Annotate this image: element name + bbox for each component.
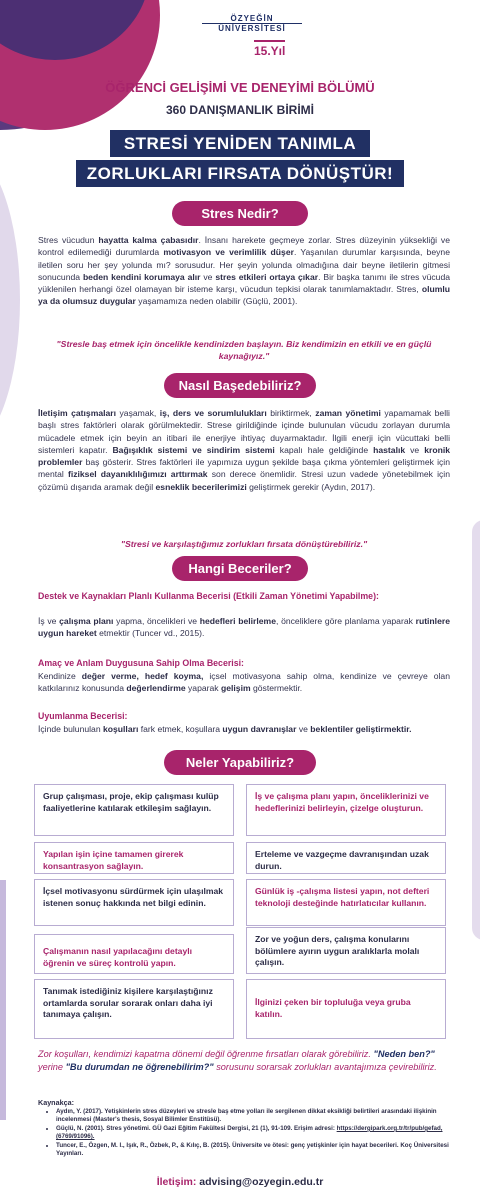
- tip-cell: İçsel motivasyonu sürdürmek için ulaşılmak istenen sonuç hakkında net bilgi edinin.: [34, 879, 234, 926]
- section-heading-neler: Neler Yapabiliriz?: [164, 750, 316, 775]
- logo-line1: ÖZYEĞİN: [202, 14, 302, 24]
- reference-item: • Tuncer, E., Özgen, M. I., Işık, R., Özbek, P., & Kılıç, B. (2015). Üniversite ve ötesi: genç yetişkinler için hayat becerileri. Koç Üniversitesi Yayınları.: [56, 1142, 450, 1159]
- references-title: Kaynakça:: [38, 1098, 74, 1107]
- tip-cell: Çalışmanın nasıl yapılacağını detaylı öğrenin ve süreç kontrolü yapın.: [34, 934, 234, 974]
- stres-nedir-paragraph: Stres vücudun hayatta kalma çabasıdır. İnsanı harekete geçmeye zorlar. Stres düzeyinin yüksekliği ve kontrol edilemediği durumlarda motivasyon ve verimlilik düşer. Yaşanılan durumlar karşısında, beyne iletilen soru her şey yolunda mı? sorusudur. Her şeyin yolunda olmadığına dair beyne iletilerin gitmesi sonucunda beden kendini korumaya alır ve stres etkileri ortaya çıkar. Bir başka tanımı ile stres vücuda yüklenilen herhangi özel olamayan bir isteme karşı, vücudun tepkisi olarak tanımlamaktadır. Stres, olumlu ya da olumsuz duygular yaşamamıza neden olabilir (Güçlü, 2001).: [38, 235, 451, 307]
- department-title: ÖĞRENCİ GELİŞİMİ VE DENEYİMİ BÖLÜMÜ: [105, 80, 375, 95]
- skill1-title: Destek ve Kaynakları Planlı Kullanma Becerisi (Etkili Zaman Yönetimi Yapabilme):: [38, 591, 379, 601]
- stres-nedir-quote: "Stresle baş etmek için öncelikle kendinizden başlayın. Biz kendimizin en etkili ve en güçlü kaynağıyız.": [56, 339, 432, 362]
- reference-item: • Aydın, Y. (2017). Yetişkinlerin stres düzeyleri ve stresle baş etme yolları ile sergilenen dikkat eksikliği belirtileri arasındaki ilişkinin incelenmesi (Master's thesis, Sosyal Bilimler Enstitüsü).: [56, 1108, 450, 1125]
- unit-title: 360 DANIŞMANLIK BİRİMİ: [165, 103, 314, 117]
- closing-message: [38, 1048, 450, 1074]
- contact-email[interactable]: advising@ozyegin.edu.tr: [199, 1176, 324, 1188]
- nasil-paragraph: İletişim çatışmaları yaşamak, iş, ders ve sorumlulukları biriktirmek, zaman yönetimi yapamamak belli başlı stres faktörleri olarak görülmektedir. Strese girildiğinde içinde bulunulan vücudu zorlayan durumla mücadele etmek için beyin an itibari ile enerjiye ihtiyaç duyarmaktadır. İlgili enerji için vücuttaki belli sistemleri kapatır. Bağışıklık sistemi ve sindirim sistemi kapalı hale geldiğinde hastalık ve kronik problemler baş gösterir. Stres faktörleri ile yapımıza uygun şekilde başa çıkma yöntemleri geliştirmek için mental fiziksel dayanıklılığımızı arttırmak son derece önemlidir. Stresi uzun vadede yönetebilmek için çözümü dışarıda aramak değil esneklik becerilerimizi geliştirmek gerekir (Aydın, 2017).: [38, 408, 451, 492]
- anniversary-badge: 15.Yıl: [254, 40, 285, 58]
- contact-label: İletişim:: [156, 1176, 197, 1188]
- section-heading-nasil: Nasıl Başedebiliriz?: [164, 373, 316, 398]
- skill3-text: İçinde bulunulan koşulları fark etmek, koşullara uygun davranışlar ve beklentiler geliştirmektir.: [38, 724, 412, 734]
- skill3-title: Uyumlanma Becerisi:: [38, 711, 128, 721]
- main-title-line1: STRESİ YENİDEN TANIMLA: [110, 130, 370, 157]
- decor-side-left: [0, 880, 6, 1120]
- closing-part1: Zor koşulları, kendimizi kapatma dönemi değil öğrenme fırsatları olarak görebiliriz.: [38, 1049, 371, 1059]
- tip-cell: Zor ve yoğun ders, çalışma konularını bölümlere ayırın uygun aralıklarla molalı çalışın.: [246, 927, 446, 974]
- section-heading-stres-nedir: Stres Nedir?: [172, 201, 308, 226]
- reference-item: [56, 1125, 450, 1142]
- main-title-line2: ZORLUKLARI FIRSATA DÖNÜŞTÜR!: [76, 160, 404, 187]
- tip-cell: İlginizi çeken bir topluluğa veya gruba katılın.: [246, 979, 446, 1039]
- tip-cell: İş ve çalışma planı yapın, önceliklerinizi ve hedeflerinizi belirleyin, çizelge oluşturun.: [246, 784, 446, 836]
- tip-cell: Günlük iş -çalışma listesi yapın, not defteri teknoloji desteğinde hatırlatıcılar kullanın.: [246, 879, 446, 926]
- references-list: [44, 1108, 450, 1158]
- contact-line: [0, 1176, 480, 1188]
- closing-question2: "Bu durumdan ne öğrenebilirim?": [65, 1062, 214, 1072]
- nasil-quote: "Stresi ve karşılaştığımız zorlukları fırsata dönüştürebiliriz.": [120, 539, 368, 549]
- logo-line2: ÜNİVERSİTESİ: [218, 24, 286, 33]
- tip-cell: Grup çalışması, proje, ekip çalışması kulüp faaliyetlerine katılarak etkileşim sağlayın.: [34, 784, 234, 836]
- reference-text: Güçlü, N. (2001). Stres yönetimi. GÜ Gazi Eğitim Fakültesi Dergisi, 21 (1), 91-109. Erişim adresi:: [56, 1124, 335, 1132]
- skill1-text: İş ve çalışma planı yapma, öncelikleri ve hedefleri belirleme, önceliklere göre planlama yaparak rutinlere uygun hareket etmektir (Tuncer vd., 2015).: [38, 616, 450, 639]
- tip-cell: Erteleme ve vazgeçme davranışından uzak durun.: [246, 842, 446, 874]
- reference-link[interactable]: https://dergipark.org.tr/tr/pub/gefad, (6769/91096).: [56, 1124, 443, 1141]
- skill2-text: Kendinize değer verme, hedef koyma, içsel motivasyona sahip olma, kendinize ve çevreye olan katkılarınız konusunda değerlendirme yaparak gelişim göstermektir.: [38, 671, 450, 694]
- closing-question1: "Neden ben?": [373, 1049, 435, 1059]
- tip-cell: Yapılan işin içine tamamen girerek konsantrasyon sağlayın.: [34, 842, 234, 874]
- university-logo: [202, 14, 302, 58]
- decor-blob-lilac: [0, 150, 20, 450]
- tip-cell: Tanımak istediğiniz kişilere karşılaştığınız ortamlarda sorular sorarak onları daha iyi tanımaya çalışın.: [34, 979, 234, 1039]
- section-heading-beceriler: Hangi Beceriler?: [172, 556, 308, 581]
- skill2-title: Amaç ve Anlam Duygusuna Sahip Olma Becerisi:: [38, 658, 244, 668]
- closing-part3: yerine: [38, 1062, 66, 1072]
- decor-side-right: [472, 520, 480, 940]
- closing-part5: sorusunu sorarsak zorlukları avantajımıza çevirebiliriz.: [213, 1062, 437, 1072]
